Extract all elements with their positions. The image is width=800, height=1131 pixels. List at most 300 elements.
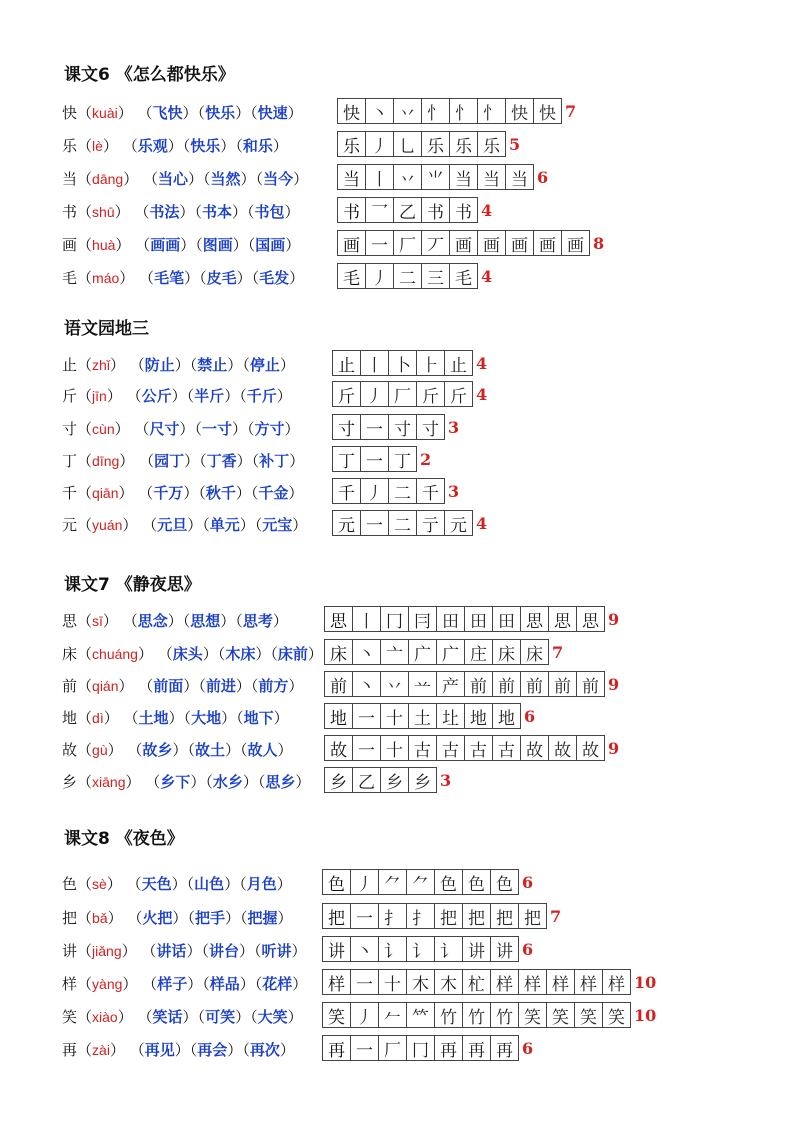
stroke-count: 9 — [608, 609, 620, 629]
stroke-count: 4 — [476, 353, 488, 373]
stroke-cell: 地 — [464, 703, 493, 729]
stroke-count: 6 — [537, 167, 549, 187]
stroke-cell: ⺊ — [416, 350, 445, 376]
vocab-word: 书法 — [149, 203, 180, 221]
stroke-count: 6 — [522, 939, 534, 959]
stroke-cell: 扌 — [378, 903, 407, 929]
section-title: 课文7 《静夜思》 — [64, 575, 201, 595]
hanzi: 乡 — [62, 773, 78, 791]
vocab-word: 防止 — [144, 356, 175, 374]
stroke-cell: 当 — [505, 164, 534, 190]
vocab-word: 乡下 — [160, 773, 191, 791]
stroke-count: 4 — [476, 384, 488, 404]
stroke-cell: 竹 — [462, 1002, 491, 1028]
stroke-cell-model: 画 — [337, 230, 366, 256]
hanzi: 床 — [62, 645, 78, 663]
stroke-cell: 丶 — [365, 98, 394, 124]
character-label: 笑（xiào） （笑话）（可笑）（大笑） — [62, 1008, 303, 1026]
stroke-order-grid — [322, 869, 533, 895]
stroke-order-grid — [322, 903, 561, 929]
stroke-cell: 二 — [388, 510, 417, 536]
vocab-word: 笑话 — [152, 1008, 183, 1026]
stroke-cell-model: 寸 — [332, 414, 361, 440]
stroke-cell-model: 丁 — [332, 446, 361, 472]
character-label: 止（zhǐ） （防止）（禁止）（停止） — [62, 356, 295, 374]
character-label: 讲（jiǎng） （讲话）（讲台）（听讲） — [62, 942, 307, 960]
stroke-count: 6 — [524, 706, 536, 726]
stroke-cell-model: 再 — [322, 1035, 351, 1061]
stroke-count: 4 — [481, 200, 493, 220]
stroke-cell: 一 — [350, 1035, 379, 1061]
stroke-cell: 乐 — [421, 131, 450, 157]
character-label: 画（huà） （画画）（图画）（国画） — [62, 236, 301, 254]
stroke-cell: 丷 — [393, 164, 422, 190]
section-title: 课文8 《夜色》 — [64, 829, 184, 849]
stroke-cell: 书 — [421, 197, 450, 223]
stroke-order-grid — [324, 606, 619, 632]
stroke-cell: 土 — [408, 703, 437, 729]
stroke-cell: 古 — [408, 735, 437, 761]
vocab-word: 秋千 — [205, 484, 236, 502]
stroke-cell-model: 把 — [322, 903, 351, 929]
vocab-word: 禁止 — [197, 356, 228, 374]
vocab-word: 尺寸 — [149, 420, 180, 438]
vocab-word: 天色 — [141, 875, 172, 893]
vocab-word: 快乐 — [205, 104, 236, 122]
stroke-cell: 毛 — [449, 263, 478, 289]
stroke-cell: 前 — [576, 671, 605, 697]
stroke-cell: 色 — [462, 869, 491, 895]
stroke-cell: 再 — [490, 1035, 519, 1061]
pinyin: yuán — [92, 517, 123, 533]
stroke-count: 5 — [509, 134, 521, 154]
stroke-order-grid — [332, 350, 487, 376]
vocab-word: 再见 — [144, 1041, 175, 1059]
pinyin: zài — [92, 1042, 110, 1058]
stroke-cell: 把 — [490, 903, 519, 929]
stroke-cell: 十 — [380, 703, 409, 729]
stroke-cell-model: 乡 — [324, 767, 353, 793]
stroke-cell: 画 — [505, 230, 534, 256]
stroke-cell-model: 样 — [322, 969, 351, 995]
stroke-order-grid — [324, 735, 619, 761]
vocab-word: 千万 — [153, 484, 184, 502]
stroke-order-grid — [322, 936, 533, 962]
stroke-cell-model: 地 — [324, 703, 353, 729]
character-label: 再（zài） （再见）（再会）（再次） — [62, 1041, 295, 1059]
stroke-cell: 把 — [462, 903, 491, 929]
character-label: 书（shū） （书法）（书本）（书包） — [62, 203, 300, 221]
stroke-cell: 乡 — [408, 767, 437, 793]
stroke-count: 7 — [565, 101, 577, 121]
stroke-cell: 忄 — [477, 98, 506, 124]
stroke-cell: 一 — [352, 735, 381, 761]
stroke-cell: 乙 — [352, 767, 381, 793]
stroke-cell: 丿 — [365, 263, 394, 289]
vocab-word: 元宝 — [262, 516, 293, 534]
vocab-word: 国画 — [255, 236, 286, 254]
pinyin: shū — [92, 204, 115, 220]
pinyin: sè — [92, 876, 107, 892]
stroke-cell: 前 — [492, 671, 521, 697]
stroke-cell: 思 — [576, 606, 605, 632]
hanzi: 笑 — [62, 1008, 78, 1026]
stroke-count: 9 — [608, 738, 620, 758]
vocab-word: 元旦 — [157, 516, 188, 534]
stroke-cell: 笑 — [602, 1002, 631, 1028]
vocab-word: 图画 — [202, 236, 233, 254]
stroke-cell: 样 — [490, 969, 519, 995]
pinyin: dāng — [92, 171, 124, 187]
stroke-order-grid — [322, 1035, 533, 1061]
stroke-cell: 卜 — [388, 350, 417, 376]
stroke-cell: 再 — [434, 1035, 463, 1061]
pinyin: xiào — [92, 1009, 118, 1025]
vocab-word: 半斤 — [194, 387, 225, 405]
stroke-cell: 十 — [378, 969, 407, 995]
stroke-order-grid — [324, 767, 451, 793]
stroke-order-grid — [337, 164, 548, 190]
stroke-cell: 丨 — [360, 350, 389, 376]
character-label: 乐（lè） （乐观）（快乐）（和乐） — [62, 137, 288, 155]
section-title: 课文6 《怎么都快乐》 — [64, 65, 235, 85]
pinyin: jīn — [92, 388, 107, 404]
stroke-cell-model: 书 — [337, 197, 366, 223]
stroke-order-grid — [332, 381, 487, 407]
stroke-cell: 丁 — [388, 446, 417, 472]
stroke-order-grid — [324, 671, 619, 697]
stroke-cell: 止 — [444, 350, 473, 376]
character-label: 床（chuáng） （床头）（木床）（床前） — [62, 645, 323, 663]
vocab-word: 样子 — [157, 975, 188, 993]
vocab-word: 床前 — [277, 645, 308, 663]
vocab-word: 快乐 — [190, 137, 221, 155]
stroke-cell: 故 — [548, 735, 577, 761]
stroke-cell: 丷 — [393, 98, 422, 124]
stroke-count: 8 — [593, 233, 605, 253]
vocab-word: 思乡 — [265, 773, 296, 791]
stroke-count: 3 — [448, 481, 460, 501]
vocab-word: 地下 — [243, 709, 274, 727]
stroke-cell: 圵 — [436, 703, 465, 729]
stroke-cell: 木 — [434, 969, 463, 995]
stroke-cell: 䒑 — [408, 671, 437, 697]
stroke-cell-model: 乐 — [337, 131, 366, 157]
stroke-cell: 前 — [520, 671, 549, 697]
stroke-cell-model: 讲 — [322, 936, 351, 962]
pinyin: yàng — [92, 976, 123, 992]
vocab-word: 把握 — [247, 909, 278, 927]
character-label: 寸（cùn） （尺寸）（一寸）（方寸） — [62, 420, 300, 438]
stroke-order-grid — [324, 639, 563, 665]
pinyin: xiāng — [92, 774, 126, 790]
stroke-cell: 忄 — [449, 98, 478, 124]
stroke-cell: 扌 — [406, 903, 435, 929]
stroke-cell: 一 — [350, 903, 379, 929]
stroke-cell-model: 前 — [324, 671, 353, 697]
stroke-count: 7 — [552, 642, 564, 662]
vocab-word: 土地 — [138, 709, 169, 727]
stroke-cell: 斤 — [416, 381, 445, 407]
stroke-cell: 书 — [449, 197, 478, 223]
stroke-cell: 亠 — [380, 639, 409, 665]
stroke-cell: 一 — [360, 510, 389, 536]
stroke-order-grid — [337, 131, 520, 157]
character-label: 故（gù） （故乡）（故土）（故人） — [62, 741, 293, 759]
stroke-cell: 故 — [576, 735, 605, 761]
stroke-cell: 广 — [436, 639, 465, 665]
stroke-cell: 故 — [520, 735, 549, 761]
stroke-order-grid — [332, 446, 431, 472]
pinyin: gù — [92, 742, 108, 758]
stroke-cell: 床 — [492, 639, 521, 665]
character-label: 快（kuài） （飞快）（快乐）（快速） — [62, 104, 303, 122]
stroke-cell: 把 — [518, 903, 547, 929]
pinyin: chuáng — [92, 646, 138, 662]
stroke-order-grid — [332, 510, 487, 536]
stroke-cell: 前 — [548, 671, 577, 697]
stroke-cell: 寸 — [416, 414, 445, 440]
stroke-cell: 产 — [436, 671, 465, 697]
stroke-cell: 木 — [406, 969, 435, 995]
vocab-word: 书本 — [201, 203, 232, 221]
vocab-word: 思考 — [242, 612, 273, 630]
hanzi: 止 — [62, 356, 78, 374]
stroke-cell: 丆 — [421, 230, 450, 256]
stroke-order-grid — [337, 197, 492, 223]
stroke-cell: 𠂉 — [378, 1002, 407, 1028]
character-label: 当（dāng） （当心）（当然）（当今） — [62, 170, 309, 188]
stroke-cell: 𥫗 — [406, 1002, 435, 1028]
stroke-cell: 丿 — [350, 1002, 379, 1028]
stroke-cell: 讠 — [434, 936, 463, 962]
stroke-cell: 丿 — [350, 869, 379, 895]
hanzi: 毛 — [62, 269, 78, 287]
stroke-order-grid — [332, 414, 459, 440]
vocab-word: 大地 — [191, 709, 222, 727]
vocab-word: 毛笔 — [154, 269, 185, 287]
stroke-cell: 丿 — [365, 131, 394, 157]
stroke-cell: 一 — [350, 969, 379, 995]
stroke-cell: 色 — [434, 869, 463, 895]
stroke-order-grid — [322, 1002, 656, 1028]
stroke-cell-model: 当 — [337, 164, 366, 190]
stroke-cell: 广 — [408, 639, 437, 665]
character-label: 丁（dīng） （园丁）（丁香）（补丁） — [62, 452, 305, 470]
vocab-word: 思想 — [190, 612, 221, 630]
stroke-cell: 讠 — [378, 936, 407, 962]
stroke-count: 9 — [608, 674, 620, 694]
stroke-cell: 丿 — [360, 381, 389, 407]
stroke-cell: 竹 — [490, 1002, 519, 1028]
vocab-word: 再次 — [249, 1041, 280, 1059]
pinyin: qiān — [92, 485, 119, 501]
character-label: 地（dì） （土地）（大地）（地下） — [62, 709, 289, 727]
pinyin: dīng — [92, 453, 120, 469]
stroke-cell: 快 — [533, 98, 562, 124]
vocab-word: 故人 — [247, 741, 278, 759]
vocab-word: 园丁 — [154, 452, 185, 470]
vocab-word: 山色 — [194, 875, 225, 893]
vocab-word: 当然 — [210, 170, 241, 188]
hanzi: 书 — [62, 203, 78, 221]
vocab-word: 当心 — [157, 170, 188, 188]
vocab-word: 和乐 — [242, 137, 273, 155]
hanzi: 地 — [62, 709, 78, 727]
hanzi: 再 — [62, 1041, 78, 1059]
hanzi: 丁 — [62, 452, 78, 470]
stroke-cell: 丷 — [380, 671, 409, 697]
stroke-count: 3 — [448, 417, 460, 437]
hanzi: 故 — [62, 741, 78, 759]
stroke-cell: 丿 — [360, 478, 389, 504]
vocab-word: 画画 — [150, 236, 181, 254]
vocab-word: 一寸 — [201, 420, 232, 438]
vocab-word: 丁香 — [206, 452, 237, 470]
vocab-word: 样品 — [209, 975, 240, 993]
vocab-word: 方寸 — [254, 420, 285, 438]
stroke-cell: 讲 — [462, 936, 491, 962]
hanzi: 把 — [62, 909, 78, 927]
stroke-cell: 田 — [464, 606, 493, 632]
stroke-cell: 讠 — [406, 936, 435, 962]
stroke-count: 3 — [440, 770, 452, 790]
vocab-word: 火把 — [142, 909, 173, 927]
hanzi: 讲 — [62, 942, 78, 960]
stroke-cell: 地 — [492, 703, 521, 729]
pinyin: dì — [92, 710, 104, 726]
vocab-word: 听讲 — [261, 942, 292, 960]
vocab-word: 讲话 — [156, 942, 187, 960]
stroke-count: 6 — [522, 1038, 534, 1058]
stroke-cell: 二 — [393, 263, 422, 289]
character-label: 斤（jīn） （公斤）（半斤）（千斤） — [62, 387, 292, 405]
vocab-word: 木床 — [225, 645, 256, 663]
stroke-cell-model: 故 — [324, 735, 353, 761]
stroke-cell-model: 笑 — [322, 1002, 351, 1028]
section-title: 语文园地三 — [64, 319, 149, 339]
character-label: 把（bǎ） （火把）（把手）（把握） — [62, 909, 293, 927]
pinyin: jiǎng — [92, 943, 122, 959]
stroke-cell: 笑 — [518, 1002, 547, 1028]
vocab-word: 当今 — [263, 170, 294, 188]
stroke-cell-model: 止 — [332, 350, 361, 376]
stroke-cell-model: 思 — [324, 606, 353, 632]
stroke-cell: 冃 — [408, 606, 437, 632]
stroke-cell: 忄 — [421, 98, 450, 124]
stroke-cell: 床 — [520, 639, 549, 665]
stroke-cell: 一 — [365, 230, 394, 256]
stroke-count: 10 — [634, 972, 657, 992]
vocab-word: 可笑 — [205, 1008, 236, 1026]
stroke-cell: 杧 — [462, 969, 491, 995]
hanzi: 千 — [62, 484, 78, 502]
stroke-cell: 厂 — [378, 1035, 407, 1061]
stroke-cell: 笑 — [574, 1002, 603, 1028]
pinyin: sī — [92, 613, 103, 629]
stroke-cell-model: 快 — [337, 98, 366, 124]
vocab-word: 再会 — [197, 1041, 228, 1059]
stroke-count: 4 — [476, 513, 488, 533]
vocab-word: 皮毛 — [206, 269, 237, 287]
hanzi: 当 — [62, 170, 78, 188]
vocab-word: 大笑 — [257, 1008, 288, 1026]
stroke-order-grid — [332, 478, 459, 504]
stroke-cell: 丶 — [352, 639, 381, 665]
vocab-word: 故土 — [194, 741, 225, 759]
hanzi: 样 — [62, 975, 78, 993]
stroke-cell: 画 — [449, 230, 478, 256]
stroke-count: 2 — [420, 449, 432, 469]
character-label: 千（qiān） （千万）（秋千）（千金） — [62, 484, 304, 502]
stroke-cell: 当 — [477, 164, 506, 190]
stroke-cell-model: 床 — [324, 639, 353, 665]
stroke-cell: ⺌ — [421, 164, 450, 190]
character-label: 毛（máo） （毛笔）（皮毛）（毛发） — [62, 269, 305, 287]
stroke-order-grid — [324, 703, 535, 729]
vocab-word: 花样 — [262, 975, 293, 993]
stroke-cell: 斤 — [444, 381, 473, 407]
stroke-cell: 竹 — [434, 1002, 463, 1028]
character-label: 元（yuán） （元旦）（单元）（元宝） — [62, 516, 308, 534]
vocab-word: 快速 — [257, 104, 288, 122]
stroke-cell: 前 — [464, 671, 493, 697]
vocab-word: 千金 — [258, 484, 289, 502]
vocab-word: 水乡 — [212, 773, 243, 791]
stroke-cell: 画 — [561, 230, 590, 256]
stroke-cell: 乚 — [393, 131, 422, 157]
stroke-cell: 田 — [492, 606, 521, 632]
stroke-cell-model: 色 — [322, 869, 351, 895]
vocab-word: 单元 — [209, 516, 240, 534]
vocab-word: 故乡 — [142, 741, 173, 759]
stroke-cell: 冂 — [406, 1035, 435, 1061]
stroke-cell: 笑 — [546, 1002, 575, 1028]
stroke-order-grid — [337, 98, 576, 124]
stroke-cell: 庄 — [464, 639, 493, 665]
hanzi: 前 — [62, 677, 78, 695]
hanzi: 色 — [62, 875, 78, 893]
stroke-cell: 样 — [518, 969, 547, 995]
stroke-cell: 一 — [360, 414, 389, 440]
stroke-cell: 讲 — [490, 936, 519, 962]
stroke-cell: 亍 — [416, 510, 445, 536]
stroke-cell: 乐 — [449, 131, 478, 157]
hanzi: 乐 — [62, 137, 78, 155]
stroke-cell: 样 — [546, 969, 575, 995]
stroke-cell: 色 — [490, 869, 519, 895]
stroke-cell: 乛 — [365, 197, 394, 223]
stroke-cell: 再 — [462, 1035, 491, 1061]
stroke-cell: 乡 — [380, 767, 409, 793]
stroke-cell: 画 — [533, 230, 562, 256]
stroke-cell: 丶 — [350, 936, 379, 962]
stroke-cell: 元 — [444, 510, 473, 536]
stroke-cell: 快 — [505, 98, 534, 124]
vocab-word: 停止 — [249, 356, 280, 374]
character-label: 样（yàng） （样子）（样品）（花样） — [62, 975, 308, 993]
stroke-count: 6 — [522, 872, 534, 892]
pinyin: bǎ — [92, 910, 108, 926]
stroke-cell: 三 — [421, 263, 450, 289]
stroke-cell: 样 — [574, 969, 603, 995]
character-label: 思（sī） （思念）（思想）（思考） — [62, 612, 288, 630]
stroke-cell: 乙 — [393, 197, 422, 223]
stroke-cell: 丶 — [352, 671, 381, 697]
vocab-word: 月色 — [246, 875, 277, 893]
stroke-cell-model: 斤 — [332, 381, 361, 407]
hanzi: 快 — [62, 104, 78, 122]
